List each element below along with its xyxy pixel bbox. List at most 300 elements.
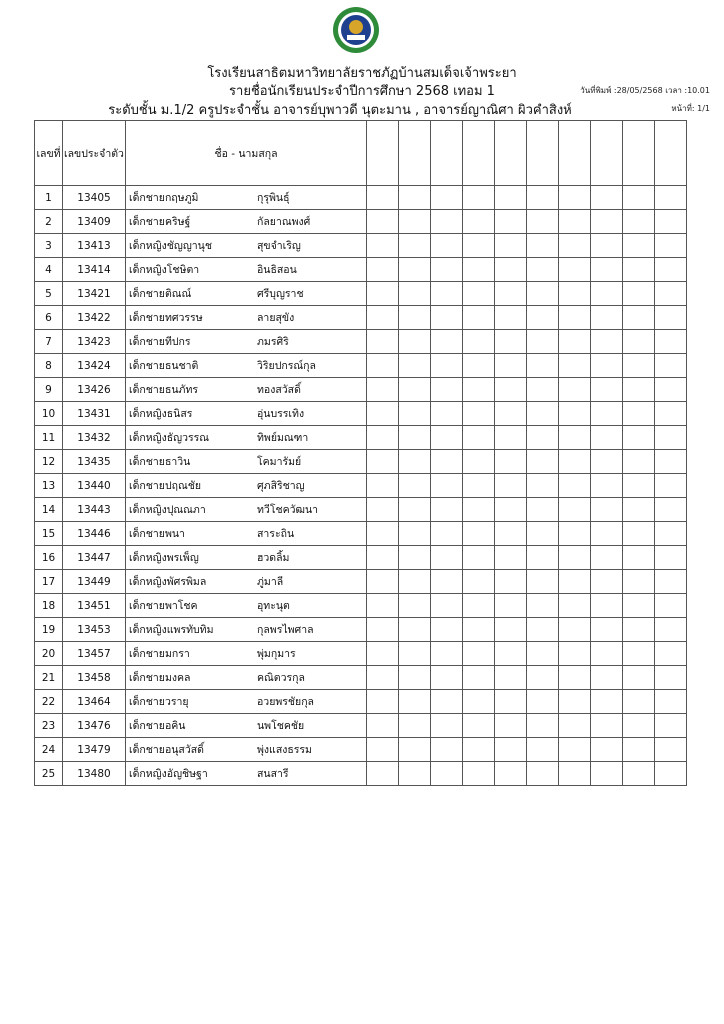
school-logo (332, 6, 380, 54)
blank-cell (399, 378, 431, 402)
student-last-name: ศุภสิริชาญ (257, 480, 305, 492)
student-last-name: สุขจำเริญ (257, 240, 301, 252)
table-row (35, 666, 687, 690)
blank-cell (527, 666, 559, 690)
blank-column-header (591, 121, 623, 186)
blank-cell (495, 570, 527, 594)
blank-cell (655, 282, 687, 306)
student-last-name: กุรุพินธุ์ (257, 192, 290, 204)
student-id: 13413 (63, 234, 126, 258)
student-first-name: เด็กชายปฤณชัย (129, 480, 201, 492)
blank-cell (655, 714, 687, 738)
blank-cell (559, 426, 591, 450)
blank-cell (399, 282, 431, 306)
blank-cell (495, 186, 527, 210)
blank-cell (431, 642, 463, 666)
student-number: 9 (35, 378, 63, 402)
blank-cell (399, 546, 431, 570)
blank-cell (559, 570, 591, 594)
student-id: 13446 (63, 522, 126, 546)
student-id: 13476 (63, 714, 126, 738)
blank-column-header (495, 121, 527, 186)
student-first-name: เด็กหญิงพัศรพิมล (129, 576, 207, 588)
blank-cell (623, 234, 655, 258)
blank-cell (367, 426, 399, 450)
student-name-cell (126, 714, 367, 738)
student-id: 13405 (63, 186, 126, 210)
blank-cell (527, 594, 559, 618)
student-number: 20 (35, 642, 63, 666)
blank-cell (495, 522, 527, 546)
student-id: 13449 (63, 570, 126, 594)
student-number: 7 (35, 330, 63, 354)
blank-cell (623, 714, 655, 738)
student-first-name: เด็กชายมกรา (129, 648, 190, 660)
student-number: 6 (35, 306, 63, 330)
student-name-cell (126, 450, 367, 474)
blank-cell (495, 594, 527, 618)
blank-cell (623, 426, 655, 450)
blank-cell (623, 546, 655, 570)
blank-cell (591, 570, 623, 594)
blank-cell (495, 714, 527, 738)
blank-cell (559, 618, 591, 642)
blank-cell (591, 450, 623, 474)
student-last-name: คณิตวรกุล (257, 672, 305, 684)
student-id: 13480 (63, 762, 126, 786)
blank-cell (591, 738, 623, 762)
student-name-cell (126, 546, 367, 570)
student-id: 13423 (63, 330, 126, 354)
student-first-name: เด็กชายธนภัทร (129, 384, 199, 396)
table-body (35, 186, 687, 786)
student-id: 13457 (63, 642, 126, 666)
blank-cell (591, 378, 623, 402)
blank-cell (655, 450, 687, 474)
student-first-name: เด็กหญิงธัญวรรณ (129, 432, 210, 444)
table-row (35, 594, 687, 618)
blank-cell (463, 426, 495, 450)
blank-cell (527, 402, 559, 426)
blank-cell (527, 642, 559, 666)
blank-cell (431, 618, 463, 642)
student-number: 19 (35, 618, 63, 642)
blank-cell (399, 594, 431, 618)
student-last-name: นพโชคชัย (257, 720, 305, 732)
blank-cell (367, 402, 399, 426)
blank-cell (623, 354, 655, 378)
student-last-name: กุลพรไพศาล (257, 624, 314, 636)
student-id: 13435 (63, 450, 126, 474)
blank-cell (367, 546, 399, 570)
table-row (35, 498, 687, 522)
blank-cell (623, 474, 655, 498)
student-first-name: เด็กหญิงอัญชิษฐา (129, 768, 208, 780)
blank-cell (623, 378, 655, 402)
blank-cell (655, 330, 687, 354)
student-first-name: เด็กชายทศวรรษ (129, 312, 203, 324)
blank-cell (623, 402, 655, 426)
student-name-cell (126, 570, 367, 594)
blank-cell (559, 234, 591, 258)
student-id: 13432 (63, 426, 126, 450)
student-number: 14 (35, 498, 63, 522)
blank-cell (591, 498, 623, 522)
blank-cell (559, 594, 591, 618)
student-name-cell (126, 186, 367, 210)
blank-cell (527, 570, 559, 594)
table-row (35, 354, 687, 378)
student-name-cell (126, 330, 367, 354)
blank-cell (623, 570, 655, 594)
blank-cell (431, 738, 463, 762)
blank-cell (655, 690, 687, 714)
blank-cell (431, 306, 463, 330)
blank-cell (367, 594, 399, 618)
student-number: 25 (35, 762, 63, 786)
blank-cell (559, 738, 591, 762)
blank-cell (367, 186, 399, 210)
student-number: 2 (35, 210, 63, 234)
blank-cell (655, 738, 687, 762)
student-first-name: เด็กชายอนุสวัสดิ์ (129, 744, 204, 756)
blank-cell (655, 474, 687, 498)
student-id: 13414 (63, 258, 126, 282)
student-id: 13447 (63, 546, 126, 570)
blank-cell (559, 186, 591, 210)
blank-cell (399, 474, 431, 498)
blank-column-header (527, 121, 559, 186)
blank-cell (495, 498, 527, 522)
blank-cell (399, 450, 431, 474)
table-row (35, 570, 687, 594)
blank-cell (527, 234, 559, 258)
student-number: 10 (35, 402, 63, 426)
blank-cell (527, 690, 559, 714)
student-number: 21 (35, 666, 63, 690)
blank-column-header (431, 121, 463, 186)
blank-cell (559, 354, 591, 378)
student-last-name: ทวีโชควัฒนา (257, 504, 319, 516)
blank-cell (399, 354, 431, 378)
blank-cell (463, 474, 495, 498)
student-first-name: เด็กชายธนชาติ (129, 360, 199, 372)
blank-cell (527, 258, 559, 282)
student-first-name: เด็กหญิงปุณณภา (129, 504, 206, 516)
student-last-name: ลายสุขัง (257, 312, 295, 324)
blank-cell (591, 618, 623, 642)
blank-cell (495, 258, 527, 282)
student-name-cell (126, 378, 367, 402)
blank-cell (431, 570, 463, 594)
blank-cell (463, 666, 495, 690)
blank-cell (367, 210, 399, 234)
blank-cell (623, 738, 655, 762)
blank-cell (463, 378, 495, 402)
table-row (35, 258, 687, 282)
student-id: 13443 (63, 498, 126, 522)
blank-cell (527, 450, 559, 474)
blank-cell (495, 474, 527, 498)
blank-cell (431, 450, 463, 474)
student-last-name: อุ่นบรรเทิง (257, 408, 305, 420)
blank-cell (431, 498, 463, 522)
blank-cell (495, 330, 527, 354)
student-first-name: เด็กชายทีปกร (129, 336, 191, 348)
blank-cell (463, 450, 495, 474)
blank-cell (463, 354, 495, 378)
student-name-cell (126, 618, 367, 642)
student-last-name: อวยพรชัยกุล (257, 696, 314, 708)
student-number: 11 (35, 426, 63, 450)
blank-column-header (559, 121, 591, 186)
table-header-row (35, 121, 687, 186)
blank-cell (399, 186, 431, 210)
blank-cell (559, 258, 591, 282)
blank-cell (623, 282, 655, 306)
blank-cell (495, 426, 527, 450)
student-last-name: อินธิสอน (257, 264, 297, 276)
blank-cell (431, 546, 463, 570)
blank-cell (431, 378, 463, 402)
student-first-name: เด็กหญิงโชษิตา (129, 264, 200, 276)
blank-cell (367, 762, 399, 786)
student-number: 17 (35, 570, 63, 594)
blank-cell (559, 378, 591, 402)
blank-cell (559, 210, 591, 234)
blank-cell (623, 642, 655, 666)
blank-cell (399, 306, 431, 330)
student-last-name: ฮวดลิ้ม (257, 552, 290, 564)
blank-cell (367, 642, 399, 666)
blank-cell (623, 306, 655, 330)
blank-cell (495, 402, 527, 426)
student-id: 13458 (63, 666, 126, 690)
blank-cell (463, 186, 495, 210)
blank-cell (591, 402, 623, 426)
student-first-name: เด็กหญิงธนิสร (129, 408, 193, 420)
blank-cell (399, 762, 431, 786)
blank-cell (655, 186, 687, 210)
table-row (35, 402, 687, 426)
blank-cell (431, 690, 463, 714)
blank-cell (527, 426, 559, 450)
table-row (35, 642, 687, 666)
blank-cell (495, 642, 527, 666)
col-header-id: เลขประจำตัว (63, 121, 126, 186)
table-row (35, 378, 687, 402)
blank-cell (527, 738, 559, 762)
blank-cell (399, 498, 431, 522)
blank-cell (527, 282, 559, 306)
student-id: 13451 (63, 594, 126, 618)
student-name-cell (126, 738, 367, 762)
blank-cell (623, 330, 655, 354)
blank-cell (495, 378, 527, 402)
blank-cell (559, 522, 591, 546)
blank-cell (367, 498, 399, 522)
blank-cell (399, 666, 431, 690)
blank-cell (527, 378, 559, 402)
blank-cell (591, 690, 623, 714)
blank-cell (559, 546, 591, 570)
blank-cell (367, 258, 399, 282)
blank-cell (495, 666, 527, 690)
blank-cell (463, 738, 495, 762)
blank-cell (463, 282, 495, 306)
blank-cell (463, 546, 495, 570)
blank-cell (527, 498, 559, 522)
student-id: 13464 (63, 690, 126, 714)
blank-cell (495, 210, 527, 234)
blank-cell (463, 234, 495, 258)
blank-cell (431, 402, 463, 426)
table-row (35, 714, 687, 738)
blank-cell (367, 618, 399, 642)
blank-cell (495, 762, 527, 786)
blank-cell (591, 522, 623, 546)
blank-cell (623, 498, 655, 522)
blank-cell (623, 762, 655, 786)
blank-cell (655, 426, 687, 450)
blank-cell (527, 474, 559, 498)
blank-cell (367, 234, 399, 258)
table-row (35, 762, 687, 786)
blank-cell (399, 738, 431, 762)
blank-cell (399, 234, 431, 258)
blank-cell (495, 546, 527, 570)
student-number: 12 (35, 450, 63, 474)
blank-cell (591, 186, 623, 210)
student-name-cell (126, 426, 367, 450)
blank-cell (463, 210, 495, 234)
blank-cell (431, 474, 463, 498)
table-row (35, 474, 687, 498)
blank-cell (431, 234, 463, 258)
col-header-no: เลขที่ (35, 121, 63, 186)
blank-cell (367, 522, 399, 546)
blank-column-header (463, 121, 495, 186)
blank-cell (367, 330, 399, 354)
student-name-cell (126, 522, 367, 546)
student-name-cell (126, 258, 367, 282)
blank-cell (367, 666, 399, 690)
blank-cell (495, 450, 527, 474)
blank-cell (399, 426, 431, 450)
blank-cell (559, 450, 591, 474)
student-id: 13424 (63, 354, 126, 378)
student-first-name: เด็กชายกฤษภูมิ (129, 192, 199, 204)
student-last-name: ศรีบุญราช (257, 288, 304, 300)
blank-cell (431, 354, 463, 378)
blank-cell (527, 330, 559, 354)
blank-cell (431, 594, 463, 618)
student-last-name: ภมรศิริ (257, 336, 289, 348)
table-row (35, 210, 687, 234)
student-last-name: พุ่งแสงธรรม (257, 744, 312, 756)
blank-cell (399, 210, 431, 234)
blank-cell (367, 282, 399, 306)
student-last-name: กัลยาณพงศ์ (257, 216, 311, 228)
blank-cell (431, 258, 463, 282)
blank-cell (431, 714, 463, 738)
student-name-cell (126, 666, 367, 690)
blank-cell (655, 666, 687, 690)
table-row (35, 546, 687, 570)
col-header-name: ชื่อ - นามสกุล (126, 121, 367, 186)
blank-cell (367, 714, 399, 738)
student-id: 13422 (63, 306, 126, 330)
blank-cell (591, 306, 623, 330)
table-row (35, 618, 687, 642)
blank-cell (591, 594, 623, 618)
blank-cell (591, 330, 623, 354)
blank-cell (527, 522, 559, 546)
blank-cell (463, 258, 495, 282)
student-id: 13440 (63, 474, 126, 498)
blank-cell (655, 594, 687, 618)
page-number: หน้าที่: 1/1 (671, 104, 710, 113)
blank-cell (591, 546, 623, 570)
student-last-name: โคมารัมย์ (257, 456, 302, 468)
blank-cell (623, 210, 655, 234)
blank-cell (623, 594, 655, 618)
blank-cell (527, 306, 559, 330)
student-number: 23 (35, 714, 63, 738)
blank-cell (431, 186, 463, 210)
student-number: 15 (35, 522, 63, 546)
blank-column-header (367, 121, 399, 186)
blank-cell (367, 306, 399, 330)
blank-cell (463, 402, 495, 426)
blank-cell (623, 666, 655, 690)
blank-cell (623, 186, 655, 210)
blank-cell (559, 498, 591, 522)
blank-cell (367, 354, 399, 378)
blank-cell (399, 714, 431, 738)
blank-cell (431, 522, 463, 546)
student-first-name: เด็กหญิงแพรทับทิม (129, 624, 214, 636)
class-subtitle: ระดับชั้น ม.1/2 ครูประจำชั้น อาจารย์บุพาวดี นุตะมาน , อาจารย์ญาณิศา ผิวคำสิงห์ (108, 103, 572, 118)
student-number: 22 (35, 690, 63, 714)
blank-cell (591, 666, 623, 690)
blank-cell (623, 690, 655, 714)
blank-cell (655, 498, 687, 522)
blank-cell (399, 642, 431, 666)
student-number: 4 (35, 258, 63, 282)
blank-cell (527, 210, 559, 234)
student-name-cell (126, 402, 367, 426)
blank-cell (367, 474, 399, 498)
blank-cell (655, 642, 687, 666)
student-number: 13 (35, 474, 63, 498)
student-number: 24 (35, 738, 63, 762)
student-last-name: พุ่มกุมาร (257, 648, 296, 660)
blank-cell (495, 354, 527, 378)
blank-cell (591, 282, 623, 306)
blank-cell (559, 666, 591, 690)
student-first-name: เด็กชายมงคล (129, 672, 191, 684)
blank-cell (591, 258, 623, 282)
blank-cell (655, 402, 687, 426)
blank-cell (527, 714, 559, 738)
blank-cell (463, 762, 495, 786)
blank-cell (559, 762, 591, 786)
blank-cell (495, 690, 527, 714)
student-first-name: เด็กชายพาโชค (129, 600, 198, 612)
student-name-cell (126, 234, 367, 258)
blank-cell (463, 642, 495, 666)
